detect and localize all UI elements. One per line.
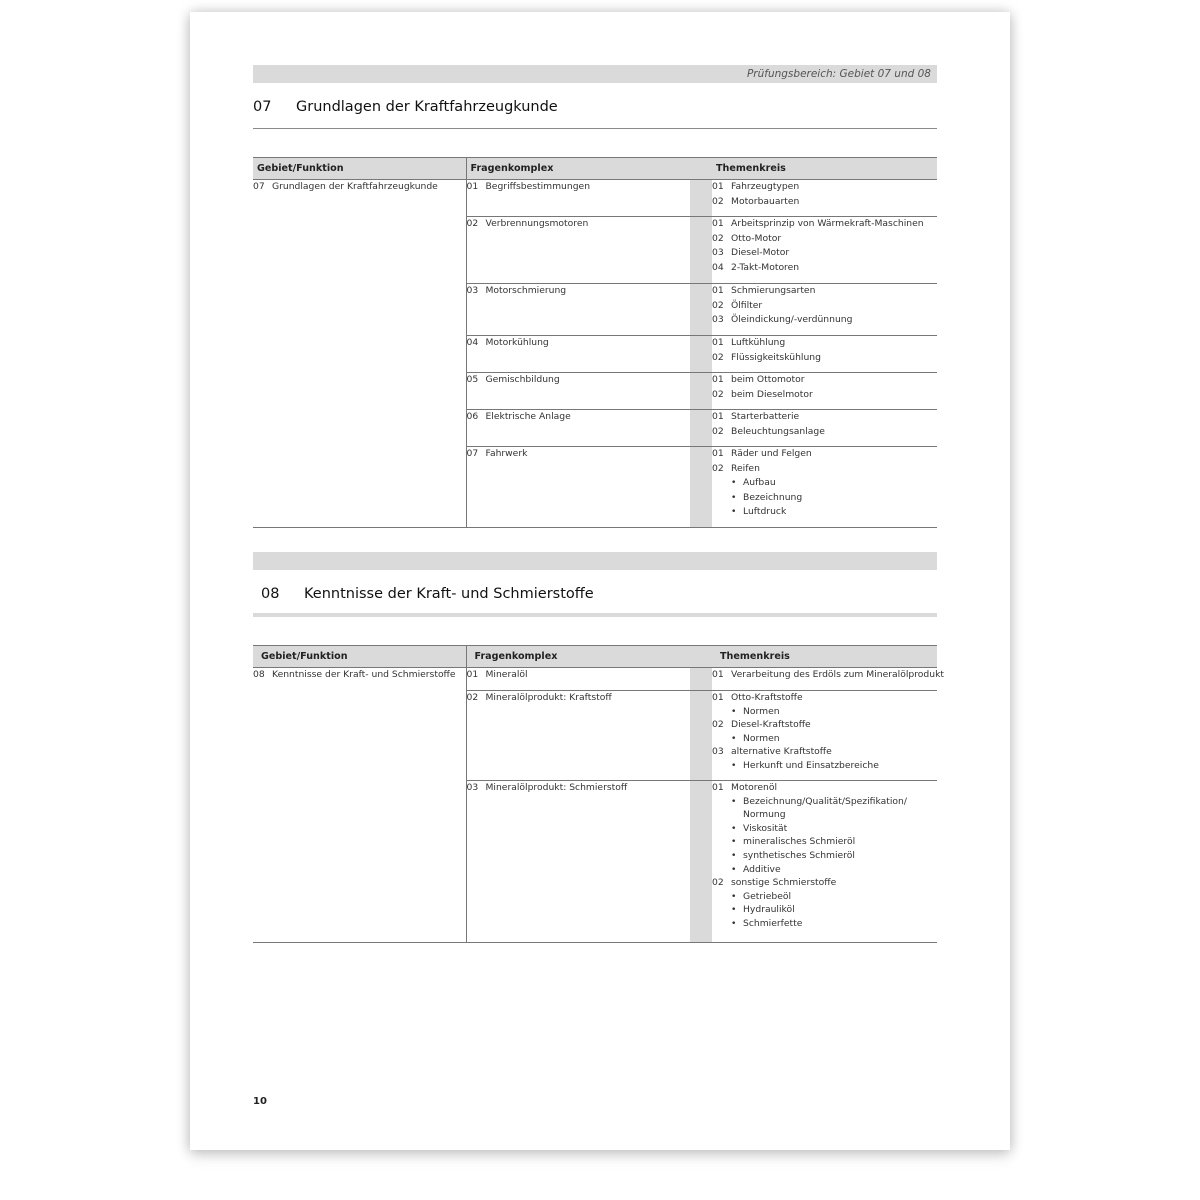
gebiet-cell — [253, 668, 466, 943]
frage-label: Verbrennungsmotoren — [485, 218, 589, 229]
thema-num: 03 — [712, 746, 724, 758]
thema-label: Reifen — [731, 462, 760, 474]
grey-strip — [690, 373, 712, 410]
thema-num: 02 — [712, 351, 724, 363]
section-07-rule — [253, 128, 937, 129]
themenkreis-cell — [712, 336, 937, 373]
grey-strip — [690, 668, 712, 691]
header-fragenkomplex: Fragenkomplex — [466, 646, 712, 668]
bullet-item: • Getriebeöl — [712, 890, 937, 904]
frage-label: Begriffsbestimmungen — [485, 181, 591, 192]
grey-strip — [690, 180, 712, 217]
section-08-table — [253, 645, 944, 943]
grey-strip — [690, 781, 712, 943]
bullet-item: • Schmierfette — [712, 917, 937, 931]
exam-area-header: Prüfungsbereich: Gebiet 07 und 08 — [253, 65, 937, 83]
header-themenkreis: Themenkreis — [712, 158, 937, 180]
bullet-item: • Hydrauliköl — [712, 903, 937, 917]
frage-label: Mineralöl — [485, 669, 528, 680]
grey-strip — [690, 284, 712, 336]
grey-strip — [690, 691, 712, 781]
header-themenkreis: Themenkreis — [712, 646, 937, 668]
thema-num: 02 — [712, 719, 724, 731]
thema-num: 02 — [712, 462, 724, 474]
gebiet-label: Grundlagen der Kraftfahrzeugkunde — [272, 181, 438, 192]
themenkreis-cell — [712, 781, 937, 943]
thema-label: Motorbauarten — [731, 195, 800, 207]
frage-num: 05 — [466, 374, 479, 385]
section-number: 08 — [261, 586, 280, 602]
themenkreis-cell — [712, 217, 937, 284]
thema-label: Öleindickung/-verdünnung — [731, 314, 853, 326]
gebiet-label: Kenntnisse der Kraft- und Schmierstoffe — [272, 669, 456, 680]
thema-num: 01 — [712, 337, 724, 348]
thema-label: Diesel-Motor — [731, 247, 790, 259]
gebiet-number: 08 — [253, 669, 265, 680]
thema-num: 01 — [712, 448, 724, 459]
themenkreis-cell — [712, 410, 937, 447]
bullet-item: • Luftdruck — [712, 505, 937, 520]
bullet-item: • Bezeichnung/Qualität/Spezifikation/ — [712, 795, 937, 809]
thema-label: Otto-Kraftstoffe — [731, 692, 803, 703]
thema-num: 03 — [712, 247, 724, 259]
themenkreis-cell — [712, 691, 937, 781]
bullet-item: • Additive — [712, 863, 937, 877]
thema-label: Räder und Felgen — [731, 448, 812, 459]
fragenkomplex-cell — [466, 336, 690, 373]
thema-num: 01 — [712, 218, 724, 229]
thema-label: Starterbatterie — [731, 411, 800, 422]
thema-label: Otto-Motor — [731, 232, 782, 244]
thema-num: 02 — [712, 425, 724, 437]
table-row — [253, 668, 937, 691]
section-08-bar — [253, 552, 937, 570]
section-08-title — [253, 583, 937, 605]
grey-strip — [690, 336, 712, 373]
frage-label: Fahrwerk — [485, 448, 528, 459]
fragenkomplex-cell — [466, 373, 690, 410]
fragenkomplex-cell — [466, 284, 690, 336]
thema-num: 02 — [712, 299, 724, 311]
bullet-item: • Viskosität — [712, 822, 937, 836]
frage-label: Motorschmierung — [485, 285, 567, 296]
fragenkomplex-cell — [466, 180, 690, 217]
thema-num: 04 — [712, 261, 724, 273]
themenkreis-cell — [712, 668, 944, 691]
themenkreis-cell — [712, 447, 937, 528]
bullet-item: • Herkunft und Einsatzbereiche — [712, 759, 937, 773]
frage-label: Motorkühlung — [485, 337, 549, 348]
header-fragenkomplex: Fragenkomplex — [466, 158, 712, 180]
fragenkomplex-cell — [466, 691, 690, 781]
thema-label: Beleuchtungsanlage — [731, 425, 825, 437]
thema-label: alternative Kraftstoffe — [731, 746, 832, 758]
thema-label: Luftkühlung — [731, 337, 786, 348]
header-gebiet: Gebiet/Funktion — [253, 646, 466, 668]
thema-num: 02 — [712, 195, 724, 207]
thema-num: 02 — [712, 877, 724, 889]
thema-label: 2-Takt-Motoren — [731, 261, 800, 273]
bullet-continuation: Normung — [743, 809, 786, 821]
fragenkomplex-cell — [466, 668, 690, 691]
thema-num: 01 — [712, 285, 724, 296]
frage-num: 02 — [466, 692, 479, 703]
document-page — [190, 12, 1010, 1150]
frage-num: 03 — [466, 782, 479, 793]
thema-num: 01 — [712, 669, 724, 680]
thema-label: Arbeitsprinzip von Wärmekraft-Maschinen — [731, 218, 924, 229]
thema-label: Verarbeitung des Erdöls zum Mineralölprodukt — [731, 669, 944, 680]
frage-num: 01 — [466, 181, 479, 192]
fragenkomplex-cell — [466, 781, 690, 943]
frage-label: Elektrische Anlage — [485, 411, 571, 422]
thema-label: Schmierungsarten — [731, 285, 816, 296]
bullet-item: • Bezeichnung — [712, 491, 937, 506]
thema-num: 02 — [712, 388, 724, 400]
grey-strip — [690, 447, 712, 528]
frage-label: Mineralölprodukt: Kraftstoff — [485, 692, 612, 703]
thema-label: Fahrzeugtypen — [731, 181, 800, 192]
bullet-item: • mineralisches Schmieröl — [712, 835, 937, 849]
frage-num: 03 — [466, 285, 479, 296]
grey-strip — [690, 217, 712, 284]
frage-num: 07 — [466, 448, 479, 459]
section-07-title — [253, 96, 937, 118]
thema-label: Diesel-Kraftstoffe — [731, 719, 811, 731]
table-row — [253, 180, 937, 217]
section-07-table — [253, 157, 937, 528]
thema-label: beim Dieselmotor — [731, 388, 813, 400]
fragenkomplex-cell — [466, 410, 690, 447]
frage-num: 06 — [466, 411, 479, 422]
themenkreis-cell — [712, 180, 937, 217]
gebiet-number: 07 — [253, 181, 265, 192]
themenkreis-cell — [712, 284, 937, 336]
thema-num: 02 — [712, 232, 724, 244]
frage-label: Gemischbildung — [485, 374, 560, 385]
thema-label: Motorenöl — [731, 782, 778, 793]
thema-num: 03 — [712, 314, 724, 326]
bullet-item: • Aufbau — [712, 476, 937, 491]
bullet-item: • Normen — [712, 732, 937, 746]
thema-num: 01 — [712, 692, 724, 703]
section-number: 07 — [253, 99, 272, 115]
grey-strip — [690, 410, 712, 447]
bullet-item: • Normen — [712, 705, 937, 719]
fragenkomplex-cell — [466, 217, 690, 284]
thema-num: 01 — [712, 782, 724, 793]
frage-num: 02 — [466, 218, 479, 229]
thema-label: Flüssigkeitskühlung — [731, 351, 821, 363]
page-number: 10 — [253, 1096, 267, 1107]
section-title: Grundlagen der Kraftfahrzeugkunde — [296, 99, 558, 115]
thema-num: 01 — [712, 411, 724, 422]
themenkreis-cell — [712, 373, 937, 410]
thema-num: 01 — [712, 374, 724, 385]
thema-label: Ölfilter — [731, 299, 763, 311]
section-title: Kenntnisse der Kraft- und Schmierstoffe — [304, 586, 594, 602]
frage-label: Mineralölprodukt: Schmierstoff — [485, 782, 628, 793]
thema-label: sonstige Schmierstoffe — [731, 877, 837, 889]
section-08-rule — [253, 613, 937, 617]
frage-num: 01 — [466, 669, 479, 680]
thema-label: beim Ottomotor — [731, 374, 805, 385]
header-gebiet: Gebiet/Funktion — [253, 158, 466, 180]
gebiet-cell — [253, 180, 466, 528]
frage-num: 04 — [466, 337, 479, 348]
bullet-item: • synthetisches Schmieröl — [712, 849, 937, 863]
fragenkomplex-cell — [466, 447, 690, 528]
thema-num: 01 — [712, 181, 724, 192]
